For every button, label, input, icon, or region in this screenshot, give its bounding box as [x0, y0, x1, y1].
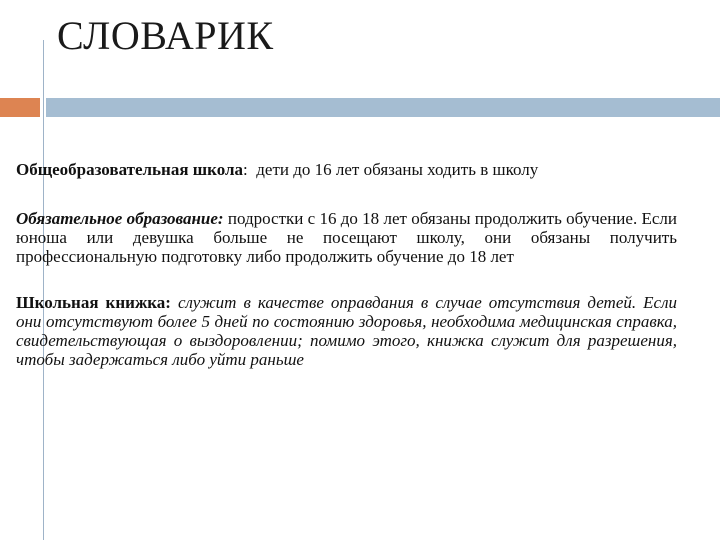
glossary-definition: дети до 16 лет обязаны ходить в школу — [247, 160, 539, 179]
glossary-term: Общеобразовательная школа — [16, 160, 244, 179]
glossary-term: Школьная книжка: — [16, 293, 171, 312]
glossary-entry — [16, 293, 677, 369]
glossary-list — [16, 160, 677, 396]
glossary-term: Обязательное образование: — [16, 209, 224, 228]
glossary-entry — [16, 160, 677, 179]
glossary-definition: служит в качестве оправдания в случае отсутствия детей. Если они отсутствуют более 5 дней по состоянию здоровья, необходима медицинская справка, свидетельствующая о выздоровлении; помимо этого, книжка служит для разрешения, чтобы задержаться либо уйти раньше — [16, 293, 677, 369]
glossary-separator: : — [243, 160, 248, 179]
slide-title: СЛОВАРИК — [57, 13, 274, 58]
glossary-definition: подростки с 16 до 18 лет обязаны продолжить обучение. Если юноша или девушка больше не посещают школу, они обязаны получить профессиональную подготовку либо продолжить обучение до 18 лет — [16, 209, 677, 266]
header-bar — [46, 98, 720, 117]
glossary-entry — [16, 209, 677, 266]
accent-square — [0, 98, 40, 117]
